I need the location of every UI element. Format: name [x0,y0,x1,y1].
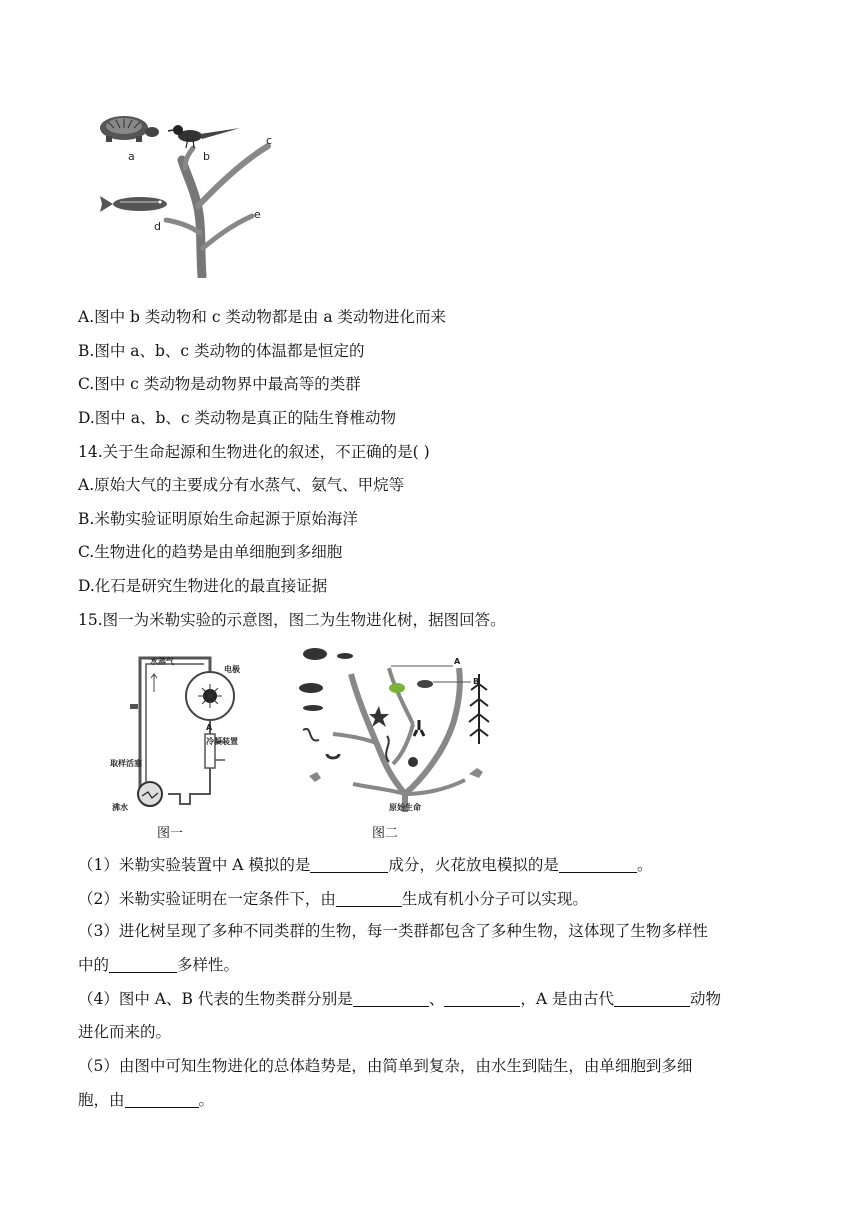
answer-blank[interactable] [310,856,388,873]
q14-stem: 14.关于生命起源和生物进化的叙述，不正确的是( ) [78,443,430,461]
branch-e [203,216,252,248]
fig2-root-label: 原始生命 [389,803,421,812]
q13-option-b: B.图中 a、b、c 类动物的体温都是恒定的 [78,342,365,360]
answer-blank[interactable] [125,1091,199,1108]
q15-sub5-line1: （5）由图中可知生物进化的总体趋势是，由简单到复杂，由水生到陆生，由单细胞到多细 [78,1057,693,1075]
frog-icon [389,683,405,693]
worm-icon [303,729,319,741]
fig1-condenser-label: 冷凝装置 [206,737,238,746]
q13-option-c: C.图中 c 类动物是动物界中最高等的类群 [78,375,361,393]
snail-icon [327,754,339,758]
branch-d [166,220,200,233]
bird-icon [168,125,240,148]
answer-blank[interactable] [559,856,637,873]
mammal-icon [299,683,323,693]
q15-sub5-line2: 胞，由 。 [78,1091,215,1109]
label-d: d [154,220,161,233]
urchin-icon [408,757,418,767]
answer-blank[interactable] [614,990,690,1007]
q15-sub3-line1: （3）进化树呈现了多种不同类群的生物，每一类群都包含了多种生物，这体现了生物多样性 [78,922,708,940]
fig1-boiling-label: 沸水 [112,803,128,812]
q15-sub4-line1: （4）图中 A、B 代表的生物类群分别是 、 ，A 是由古代 动物 [78,990,721,1008]
fig1-electrode-label: 电极 [224,665,240,674]
evolution-branch-figure [90,108,290,278]
lizard-icon [303,705,323,711]
turtle-icon [303,648,327,660]
branch-b [185,148,193,168]
fish-icon [417,680,433,688]
q15-stem: 15.图一为米勒实验的示意图，图二为生物进化树，据图回答。 [78,611,506,629]
answer-blank[interactable] [444,990,520,1007]
turtle-icon [100,116,159,142]
q15-sub4-line2: 进化而来的。 [78,1023,172,1041]
q14-option-c: C.生物进化的趋势是由单细胞到多细胞 [78,543,343,561]
sponge-icon [309,772,321,782]
q15-sub1: （1）米勒实验装置中 A 模拟的是 成分，火花放电模拟的是 。 [78,856,653,874]
eel-icon [386,736,389,762]
starfish-icon [369,706,389,727]
miller-experiment-figure [110,644,270,814]
answer-blank[interactable] [336,890,402,907]
q15-sub2: （2）米勒实验证明在一定条件下，由 生成有机小分子可以实现。 [78,890,588,908]
fig1-steam-label: 水蒸气 [150,657,174,666]
q14-option-d: D.化石是研究生物进化的最直接证据 [78,577,328,595]
fish-icon [100,196,167,212]
label-b: b [203,150,210,163]
q15-sub3-line2: 中的 多样性。 [78,956,240,974]
q13-option-d: D.图中 a、b、c 类动物是真正的陆生脊椎动物 [78,409,397,427]
label-e: e [254,208,261,221]
answer-blank[interactable] [109,956,177,973]
fig2-label-b: B [473,677,480,686]
answer-blank[interactable] [353,990,429,1007]
fig1-a-label: A [206,723,213,732]
bird-icon [337,653,353,659]
label-a: a [128,150,135,163]
tree-trunk [182,160,202,276]
evolution-tree-figure [293,644,508,814]
label-c: c [266,134,273,147]
fig2-caption: 图二 [372,826,399,841]
fig2-label-a: A [454,657,461,666]
fig1-sampling-label: 取样活塞 [110,759,142,768]
algae-icon [469,768,483,778]
q13-option-a: A.图中 b 类动物和 c 类动物都是由 a 类动物进化而来 [78,308,447,326]
q14-option-b: B.米勒实验证明原始生命起源于原始海洋 [78,510,358,528]
fig1-caption: 图一 [157,826,184,841]
q14-option-a: A.原始大气的主要成分有水蒸气、氨气、甲烷等 [78,476,405,494]
q15-figures [110,644,530,844]
squid-icon [414,720,424,736]
